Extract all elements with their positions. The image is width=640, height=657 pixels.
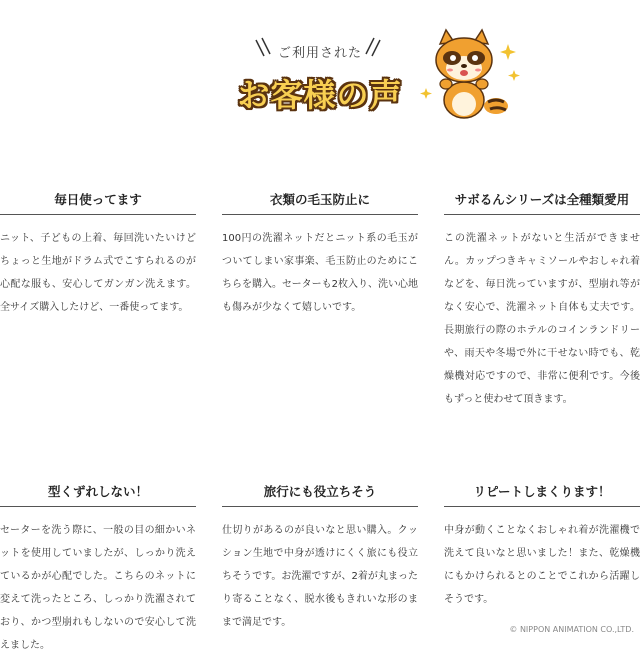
review-card (0, 478, 196, 657)
review-title: サボるんシリーズは全種類愛用 (454, 192, 630, 207)
divider (444, 214, 640, 215)
section-subtitle: ご利用された (277, 46, 362, 61)
divider (222, 506, 418, 507)
divider (0, 214, 196, 215)
divider (444, 506, 640, 507)
review-body: ニット、子どもの上着、毎回洗いたいけどちょっと生地がドラム式でこすられるのが心配な服も、安心してガンガン洗えます。全サイズ購入したけど、一番使ってます。 (0, 233, 196, 313)
review-title: 型くずれしない！ (47, 484, 148, 499)
review-body: 仕切りがあるのが良いなと思い購入。クッション生地で中身が透けにくく旅にも役立ちそうです。お洗濯ですが、2着が丸まったり寄ることなく、脱水後もきれいな形のままで満足です。 (222, 525, 418, 628)
review-body: この洗濯ネットがないと生活ができません。カップつきキャミソールやおしゃれ着などを、毎日洗っていますが、型崩れ等がなく安心で、洗濯ネット自体も丈夫です。長期旅行の際のホテルのコインランドリーや、雨天や冬場で外に干せない時でも、乾燥機対応ですので、非常に便利です。今後もずっと使わせて頂きます。 (444, 233, 640, 405)
review-card (0, 186, 196, 319)
review-title: 毎日使ってます (54, 192, 142, 207)
raccoon-mascot-icon (410, 26, 526, 122)
review-title: 衣類の毛玉防止に (269, 192, 370, 207)
right-accent-lines-icon (360, 36, 384, 60)
copyright-notice: © NIPPON ANIMATION CO.,LTD. (509, 625, 634, 634)
section-title: お客様の声 (237, 76, 403, 114)
review-title: 旅行にも役立ちそう (263, 484, 377, 499)
review-card (222, 186, 418, 319)
review-body: 中身が動くことなくおしゃれ着が洗濯機で洗えて良いなと思いました！また、乾燥機にもかけられるとのことでこれから活躍しそうです。 (444, 525, 640, 605)
review-title: リピートしまくります！ (473, 484, 611, 499)
review-card (444, 478, 640, 611)
divider (222, 214, 418, 215)
review-card (444, 186, 640, 411)
review-body: 100円の洗濯ネットだとニット系の毛玉がついてしまい家事楽、毛玉防止のためにこちらを購入。セーターも2枚入り、洗い心地も傷みが少なくて嬉しいです。 (222, 233, 418, 313)
review-card (222, 478, 418, 634)
divider (0, 506, 196, 507)
review-body: セーターを洗う際に、一般の目の細かいネットを使用していましたが、しっかり洗えているかが心配でした。こちらのネットに変えて洗ったところ、しっかり洗濯されており、かつ型崩れもしないので安心して洗えました。 (0, 525, 196, 651)
header (0, 0, 640, 130)
